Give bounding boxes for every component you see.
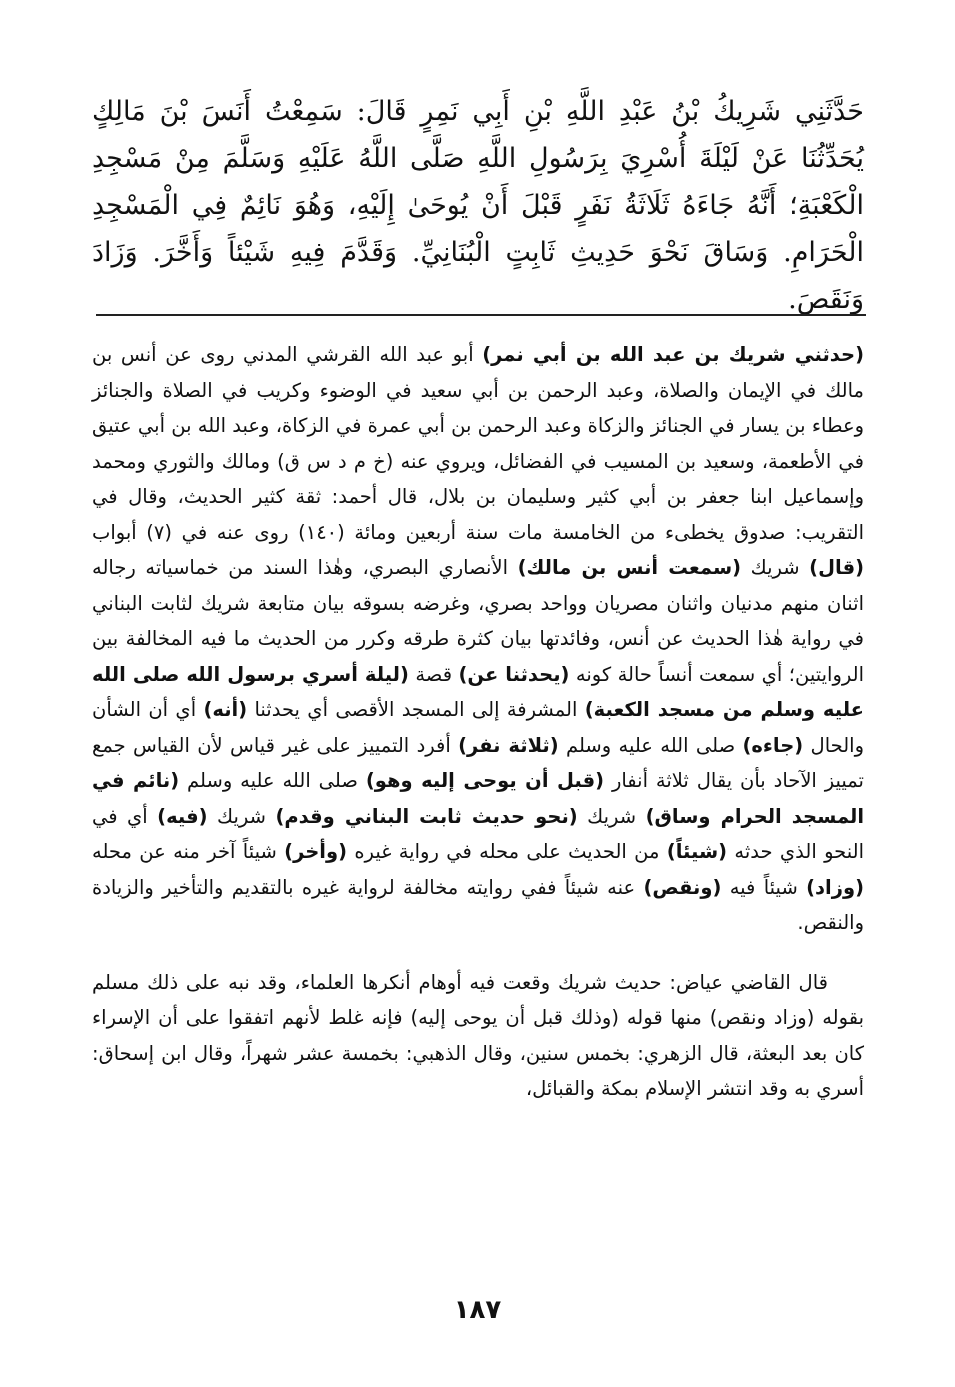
commentary-bold-4: (يحدثنا عن) [458,662,570,686]
commentary-text-16: عنه شيئاً ففي روايته مخالفة لرواية غيره بالتقديم والتأخير والزيادة والنقص. [92,875,864,934]
commentary-bold-11: (نحو حديث ثابت البناني وقدم) [275,804,578,828]
commentary-bold-16: (ونقص) [643,875,722,899]
commentary-text-7: صلى الله عليه وسلم [558,733,743,757]
commentary-paragraph-2: قال القاضي عياض: حديث شريك وقعت فيه أوهام أنكرها العلماء، وقد نبه على ذلك مسلم بقوله (وزاد ونقص) منها قوله (وذلك قبل أن يوحى إليه) فإنه غلط لأنهم اتفقوا على أن الإسراء كان بعد البعثة، قال الزهري: بخمس سنين، وقال الذهبي: بخمسة عشر شهراً، وقال ابن إسحاق: أسري به وقد انتشر الإسلام بمكة والقبائل، [92,970,864,1100]
commentary-bold-1: (حدثني شريك بن عبد الله بن أبي نمر) [482,343,865,366]
commentary-bold-2: (قال) [809,556,865,579]
hadith-text: حَدَّثَنِي شَرِيكُ بْنُ عَبْدِ اللَّهِ بْنِ أَبِي نَمِرٍ قَالَ: سَمِعْتُ أَنَسَ بْنَ مَالِكٍ يُحَدِّثُنَا عَنْ لَيْلَةَ أُسْرِيَ بِرَسُولِ اللَّهِ صَلَّى اللَّهُ عَلَيْهِ وَسَلَّمَ مِنْ مَسْجِدِ الْكَعْبَةِ؛ أَنَّهُ جَاءَهُ ثَلَاثَةُ نَفَرٍ قَبْلَ أَنْ يُوحَىٰ إِلَيْهِ، وَهُوَ نَائِمٌ فِي الْمَسْجِدِ الْحَرَامِ. وَسَاقَ نَحْوَ حَدِيثِ ثَابِتٍ الْبُنَانِيِّ. وَقَدَّمَ فِيهِ شَيْئاً وَأَخَّرَ. وَزَادَ وَنَقَصَ. [92,96,864,315]
commentary-text-10: شريك [577,804,646,828]
commentary-text-13: من الحديث على محله في رواية غيره [347,840,667,863]
commentary-text-6: أي أن الشأن والحال [92,698,865,757]
commentary-text-14: شيئاً آخر منه عن محله [92,840,285,863]
commentary-bold-10: (نائم في المسجد الحرام وساق) [92,769,865,828]
commentary-bold-15: (وزاد) [806,875,864,899]
commentary-text-15: شيئاً فيه [721,875,807,899]
commentary-bold-14: (وأخر) [284,840,347,863]
commentary-bold-12: (فيه) [157,804,208,828]
commentary-text-8: أفرد التمييز على غير قياس لأن القياس جمع تمييز الآحاد بأن يقال ثلاثة أنفار [92,733,864,792]
commentary-bold-9: (قبل أن يوحى إليه وهو) [365,769,605,792]
page-number: ١٨٧ [453,1295,502,1325]
commentary-text-1: أبو عبد الله القرشي المدني روى عن أنس بن مالك في الإيمان والصلاة، وعبد الرحمن بن أبي سعيد في الوضوء وكريب في الصلاة والجنائز وعطاء بن يسار في الجنائز والزكاة وعبد الرحمن بن أبي عمرة في الزكاة، وعبد الله بن أبي عتيق في الأطعمة، وسعيد بن المسيب في الفضائل، ويروي عنه (خ م د س ق) ومالك والثوري ومحمد وإسماعيل ابنا جعفر بن أبي كثير وسليمان بن بلال، قال أحمد: ثقة كثير الحديث، وقال في التقريب: صدوق يخطىء من الخامسة مات سنة أربعين ومائة (١٤٠) روى عنه في (٧) أبواب [92,343,865,544]
commentary-bold-6: (أنه) [203,698,248,721]
commentary-text-11: شريك [207,804,276,828]
commentary-text-9: صلى الله عليه وسلم [179,769,366,792]
commentary-text-4: قصة [408,662,459,686]
commentary [92,337,864,1107]
commentary-bold-3: (سمعت أنس بن مالك) [517,556,742,579]
commentary-bold-13: (شيئاً) [666,840,728,863]
footnote-separator [96,314,866,316]
commentary-bold-5: (ليلة أسري برسول الله صلى الله عليه وسلم من مسجد الكعبة) [92,662,864,721]
commentary-paragraph-1 [92,337,864,941]
commentary-text-5: المشرفة إلى المسجد الأقصى أي يحدثنا [247,698,585,721]
commentary-text-2: شريك [741,556,810,579]
commentary-bold-7: (جاءه) [742,733,804,757]
paragraph-gap [92,941,864,965]
commentary-bold-8: (ثلاثة نفر) [458,733,559,757]
commentary-text-12: أي في النحو الذي حدثه [92,804,864,863]
commentary-text-3: الأنصاري البصري، وهٰذا السند من خماسياته رجاله اثنان منهم مدنيان واثنان مصريان وواحد بصري، وغرضه بسوقه بيان متابعة شريك لثابت البناني في رواية هٰذا الحديث عن أنس، وفائدتها بيان كثرة طرقه وكرر من الحديث ما فيه المخالفة بين الروايتين؛ أي سمعت أنساً حالة كونه [92,556,864,686]
